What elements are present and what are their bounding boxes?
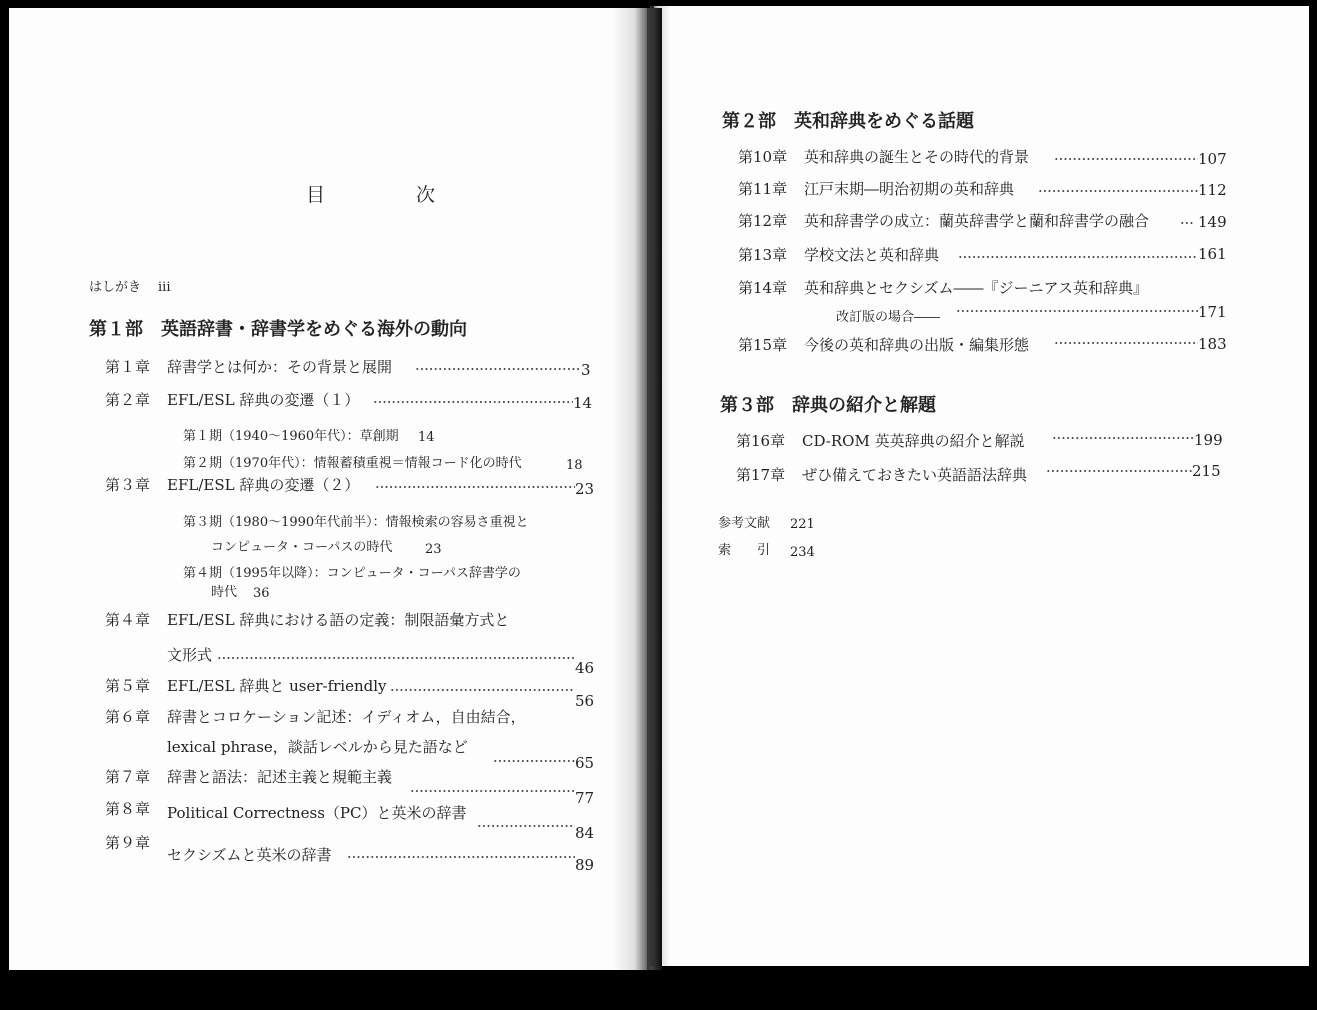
leader-dots [1054,342,1198,344]
page-number: 199 [1194,431,1223,449]
subsection-entry: 第４期（1995年以降）：コンピュータ・コーパス辞書学の [183,566,521,581]
backmatter-label: 索 引 [718,543,771,558]
chapter-title: EFL/ESL 辞典における語の定義：制限語彙方式と [167,611,510,629]
leader-dots [390,689,575,691]
book-gutter-shadow-right [650,6,670,966]
chapter-number: 第６章 [105,708,151,726]
leader-dots [493,760,575,762]
page-number: 161 [1198,245,1227,263]
leader-dots [1038,190,1198,192]
chapter-number: 第３章 [105,476,151,494]
chapter-title: 英和辞典の誕生とその時代的背景 [804,148,1030,166]
chapter-title: EFL/ESL 辞典の変遷（１） [167,391,360,409]
page-number: 183 [1198,335,1227,353]
page-number: 149 [1198,213,1227,231]
leader-dots [373,401,573,403]
preface-page: iii [158,280,171,295]
chapter-number: 第16章 [736,432,786,450]
subsection-page: 14 [418,430,435,445]
chapter-number: 第７章 [105,768,151,786]
leader-dots [347,856,575,858]
chapter-number: 第13章 [738,246,788,264]
leader-dots [956,310,1198,312]
leader-dots [410,790,575,792]
chapter-title: EFL/ESL 辞典の変遷（２） [167,476,360,494]
page-number: 112 [1198,181,1227,199]
part-3-heading: 第３部 辞典の紹介と解題 [720,395,936,416]
chapter-title: 辞書とコロケーション記述：イディオム，自由結合， [167,708,526,726]
chapter-number: 第９章 [105,834,151,852]
backmatter-label: 参考文献 [718,516,771,531]
subsection-entry-continued: コンピュータ・コーパスの時代 [211,540,393,555]
chapter-title-continued: lexical phrase，談話レベルから見た語など [167,738,468,756]
backmatter-page: 234 [790,545,815,560]
chapter-title: Political Correctness（PC）と英米の辞書 [167,804,467,822]
subsection-entry-continued: 時代 [211,585,238,600]
page-title: 目 次 [306,184,472,206]
chapter-title-continued: 改訂版の場合―― [836,310,941,325]
chapter-number: 第５章 [105,677,151,695]
chapter-title: 今後の英和辞典の出版・編集形態 [804,336,1030,354]
leader-dots [1054,158,1198,160]
chapter-title: セクシズムと英米の辞書 [167,846,332,864]
chapter-title: CD-ROM 英英辞典の紹介と解説 [802,432,1025,450]
chapter-title: 辞書学とは何か：その背景と展開 [167,358,393,376]
leader-dots [477,825,575,827]
leader-dots [415,368,581,370]
page-number: 46 [575,659,595,677]
chapter-title: ぜひ備えておきたい英語語法辞典 [802,466,1028,484]
page-number: 65 [575,754,595,772]
chapter-number: 第４章 [105,611,151,629]
leader-dots [1052,437,1194,439]
chapter-number: 第14章 [738,279,788,297]
page-number: 56 [575,692,595,710]
page-number: 107 [1198,150,1227,168]
preface-label: はしがき [89,280,142,295]
subsection-page: 18 [566,458,583,473]
leader-dots [217,657,575,659]
chapter-number: 第10章 [738,148,788,166]
chapter-title: 英和辞典とセクシズム――『ジーニアス英和辞典』 [804,279,1148,297]
leader-dots [1180,222,1194,224]
page-number: 77 [575,789,595,807]
subsection-entry: 第２期（1970年代）：情報蓄積重視＝情報コード化の時代 [183,456,522,471]
chapter-title: 英和辞書学の成立：蘭英辞書学と蘭和辞書学の融合 [804,212,1150,230]
subsection-entry: 第３期（1980〜1990年代前半）：情報検索の容易さ重視と [183,515,529,530]
chapter-number: 第２章 [105,391,151,409]
chapter-number: 第15章 [738,336,788,354]
chapter-number: 第１章 [105,358,151,376]
part-1-heading: 第１部 英語辞書・辞書学をめぐる海外の動向 [89,319,467,340]
page-number: 3 [581,361,591,379]
page-number: 23 [575,480,595,498]
leader-dots [1046,470,1192,472]
backmatter-page: 221 [790,517,815,532]
page-number: 171 [1198,303,1227,321]
chapter-title: 辞書と語法：記述主義と規範主義 [167,768,393,786]
leader-dots [375,486,575,488]
chapter-number: 第17章 [736,466,786,484]
chapter-title: 江戸末期―明治初期の英和辞典 [804,180,1015,198]
chapter-number: 第８章 [105,800,151,818]
leader-dots [958,256,1198,258]
chapter-title: 学校文法と英和辞典 [804,246,940,264]
chapter-title: EFL/ESL 辞典と user-friendly [167,677,387,695]
chapter-number: 第12章 [738,212,788,230]
part-2-heading: 第２部 英和辞典をめぐる話題 [722,111,974,132]
page-number: 84 [575,824,595,842]
page-number: 215 [1192,462,1221,480]
subsection-page: 23 [425,542,442,557]
page-number: 14 [573,394,593,412]
chapter-number: 第11章 [738,180,788,198]
chapter-title-continued: 文形式 [167,646,213,664]
page-number: 89 [575,856,595,874]
subsection-entry: 第１期（1940〜1960年代）：草創期 [183,429,399,444]
subsection-page: 36 [253,586,270,601]
